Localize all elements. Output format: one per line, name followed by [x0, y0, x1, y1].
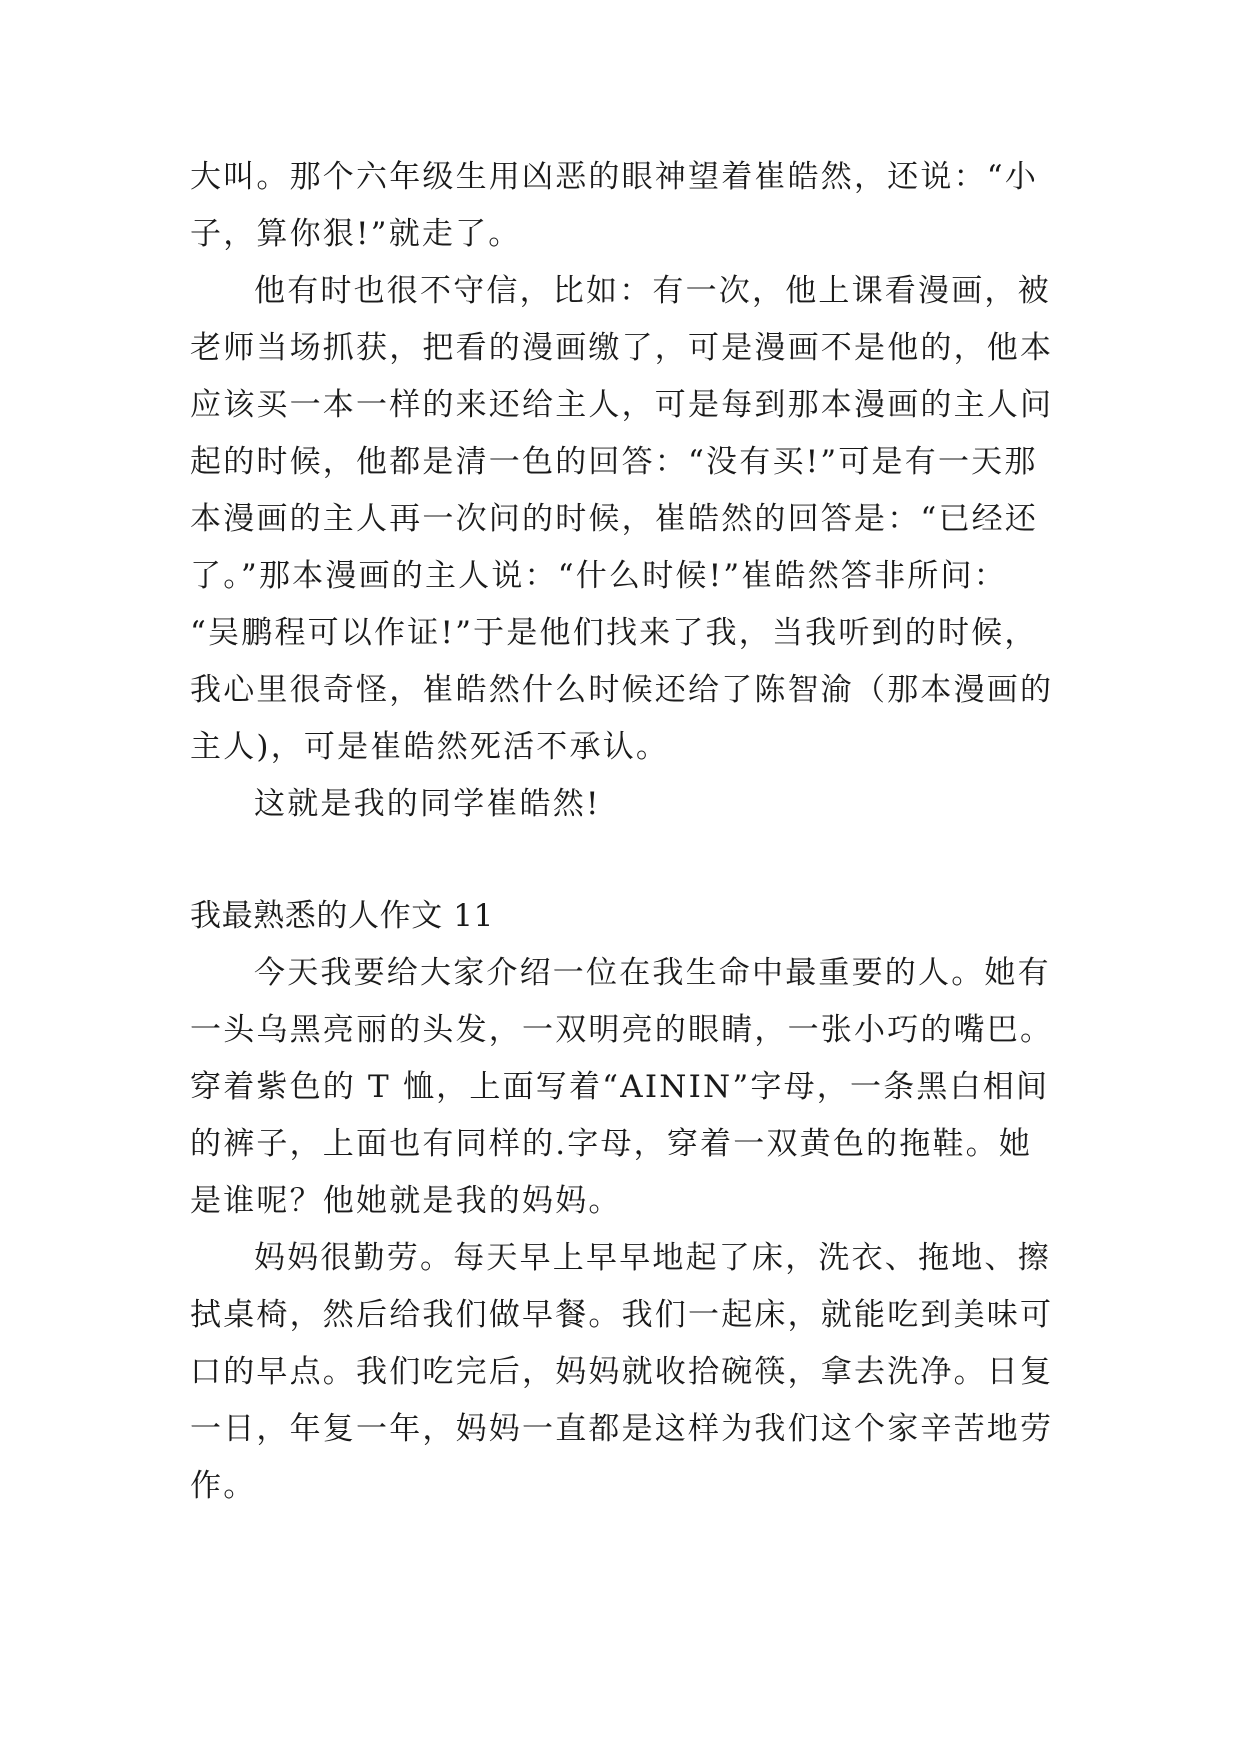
text-line: 妈妈很勤劳。每天早上早早地起了床，洗衣、拖地、擦: [254, 1240, 1051, 1276]
paragraph-conclusion: [190, 785, 1070, 823]
text-line: 拭桌椅，然后给我们做早餐。我们一起床，就能吃到美味可: [190, 1297, 1054, 1333]
text-line: 了。”那本漫画的主人说：“什么时候!”崔皓然答非所问：: [190, 558, 1007, 594]
text-line: 主人)，可是崔皓然死活不承认。: [190, 729, 670, 765]
text-line: 本漫画的主人再一次问的时候，崔皓然的回答是：“已经还: [190, 501, 1039, 537]
text-line: 一头乌黑亮丽的头发，一双明亮的眼睛，一张小巧的嘴巴。: [190, 1012, 1054, 1048]
text-line: 老师当场抓获，把看的漫画缴了，可是漫画不是他的，他本: [190, 330, 1054, 366]
text-line: 今天我要给大家介绍一位在我生命中最重要的人。她有: [254, 955, 1051, 991]
text-line: 穿着紫色的 T 恤，上面写着“AININ”字母，一条黑白相间: [190, 1069, 1050, 1105]
paragraph-hardworking: [190, 1239, 1070, 1505]
paragraph-continued: [190, 158, 1070, 253]
text-line: 作。: [190, 1468, 257, 1504]
text-line: 的裤子，上面也有同样的.字母，穿着一双黄色的拖鞋。她: [190, 1126, 1033, 1162]
text-line: 我心里很奇怪，崔皓然什么时候还给了陈智渝（那本漫画的: [190, 672, 1054, 708]
paragraph-introduction: [190, 954, 1070, 1220]
text-line: 子，算你狠!”就走了。: [190, 216, 522, 252]
document-page: [190, 158, 1070, 1524]
text-line: 他有时也很不守信，比如：有一次，他上课看漫画，被: [254, 273, 1051, 309]
text-line: 口的早点。我们吃完后，妈妈就收拾碗筷，拿去洗净。日复: [190, 1354, 1054, 1390]
text-line: 起的时候，他都是清一色的回答：“没有买!”可是有一天那: [190, 444, 1038, 480]
text-line: 这就是我的同学崔皓然!: [254, 786, 601, 822]
text-line: 是谁呢？他她就是我的妈妈。: [190, 1183, 622, 1219]
section-gap: [190, 842, 1070, 897]
text-line: 大叫。那个六年级生用凶恶的眼神望着崔皓然，还说：“小: [190, 159, 1039, 195]
essay-heading: 我最熟悉的人作文 11: [190, 898, 494, 934]
text-line: “吴鹏程可以作证!”于是他们找来了我，当我听到的时候，: [190, 615, 1038, 651]
text-line: 一日，年复一年，妈妈一直都是这样为我们这个家辛苦地劳: [190, 1411, 1054, 1447]
text-line: 应该买一本一样的来还给主人，可是每到那本漫画的主人问: [190, 387, 1054, 423]
paragraph-promise: [190, 272, 1070, 766]
